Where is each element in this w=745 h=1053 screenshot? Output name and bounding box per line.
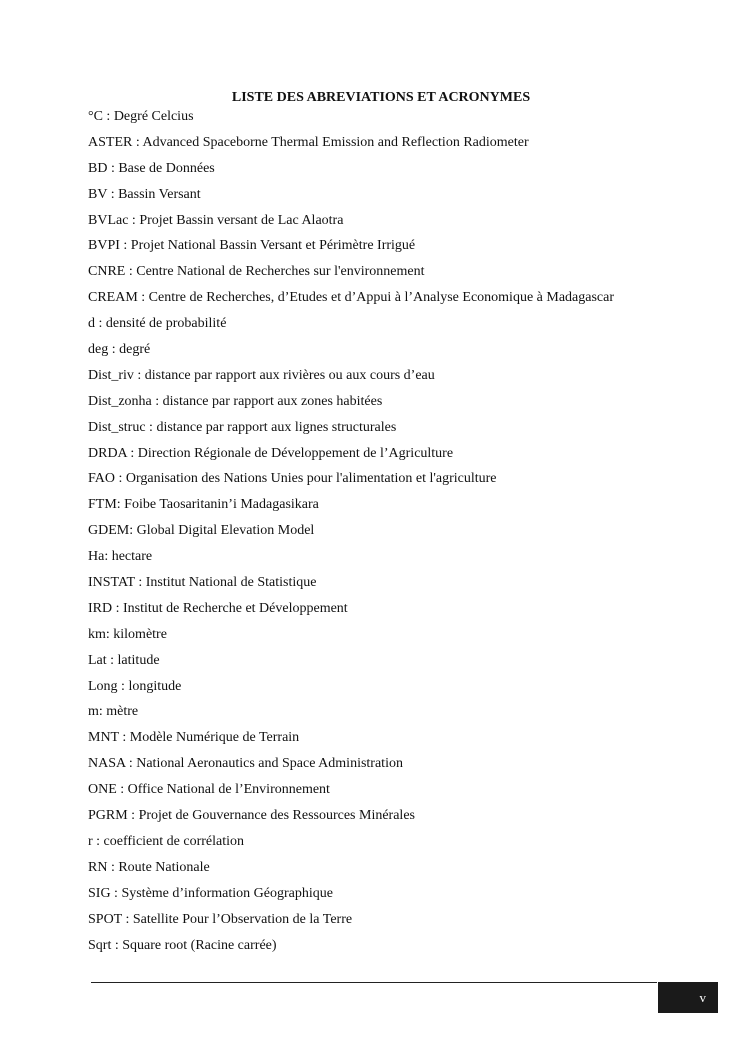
abbreviation-entry: Long : longitude xyxy=(88,678,182,694)
abbreviation-entry: INSTAT : Institut National de Statistique xyxy=(88,575,317,591)
abbreviation-entry: PGRM : Projet de Gouvernance des Ressources Minérales xyxy=(88,808,415,824)
abbreviation-entry: ONE : Office National de l’Environnement xyxy=(88,782,330,798)
abbreviation-entry: Ha: hectare xyxy=(88,549,153,565)
abbreviation-entry: MNT : Modèle Numérique de Terrain xyxy=(88,730,300,746)
abbreviation-entry: SPOT : Satellite Pour l’Observation de la Terre xyxy=(88,911,353,927)
abbreviation-entry: DRDA : Direction Régionale de Développement de l’Agriculture xyxy=(88,445,454,461)
abbreviation-entry: r : coefficient de corrélation xyxy=(88,833,244,849)
abbreviation-entry: SIG : Système d’information Géographique xyxy=(88,885,333,901)
abbreviation-list xyxy=(88,108,614,962)
abbreviation-entry: BD : Base de Données xyxy=(88,160,215,176)
abbreviation-entry: Dist_riv : distance par rapport aux rivières ou aux cours d’eau xyxy=(88,367,435,383)
abbreviation-entry: Dist_zonha : distance par rapport aux zones habitées xyxy=(88,393,383,409)
abbreviation-entry: d : densité de probabilité xyxy=(88,316,227,332)
abbreviation-entry: Dist_struc : distance par rapport aux lignes structurales xyxy=(88,419,397,435)
footer-divider xyxy=(91,982,657,983)
abbreviation-entry: BV : Bassin Versant xyxy=(88,186,201,202)
abbreviation-entry: ASTER : Advanced Spaceborne Thermal Emission and Reflection Radiometer xyxy=(88,134,529,150)
abbreviation-entry: km: kilomètre xyxy=(88,626,167,642)
abbreviation-entry: CREAM : Centre de Recherches, d’Etudes et d’Appui à l’Analyse Economique à Madagascar xyxy=(88,290,614,306)
abbreviation-entry: FAO : Organisation des Nations Unies pour l'alimentation et l'agriculture xyxy=(88,471,497,487)
abbreviation-entry: RN : Route Nationale xyxy=(88,859,210,875)
abbreviation-entry: NASA : National Aeronautics and Space Administration xyxy=(88,756,403,772)
abbreviation-entry: Sqrt : Square root (Racine carrée) xyxy=(88,937,277,953)
page-number: v xyxy=(658,982,718,1013)
abbreviation-entry: m: mètre xyxy=(88,704,139,720)
abbreviation-entry: IRD : Institut de Recherche et Développement xyxy=(88,600,348,616)
abbreviation-entry: BVLac : Projet Bassin versant de Lac Alaotra xyxy=(88,212,344,228)
abbreviation-entry: Lat : latitude xyxy=(88,652,160,668)
abbreviation-entry: BVPI : Projet National Bassin Versant et Périmètre Irrigué xyxy=(88,238,416,254)
abbreviation-entry: °C : Degré Celcius xyxy=(88,109,194,124)
page-title: LISTE DES ABREVIATIONS ET ACRONYMES xyxy=(231,90,531,105)
abbreviation-entry: CNRE : Centre National de Recherches sur l'environnement xyxy=(88,264,425,280)
abbreviation-entry: GDEM: Global Digital Elevation Model xyxy=(88,523,315,539)
abbreviation-entry: deg : degré xyxy=(88,342,151,358)
abbreviation-entry: FTM: Foibe Taosaritanin’i Madagasikara xyxy=(88,497,319,513)
